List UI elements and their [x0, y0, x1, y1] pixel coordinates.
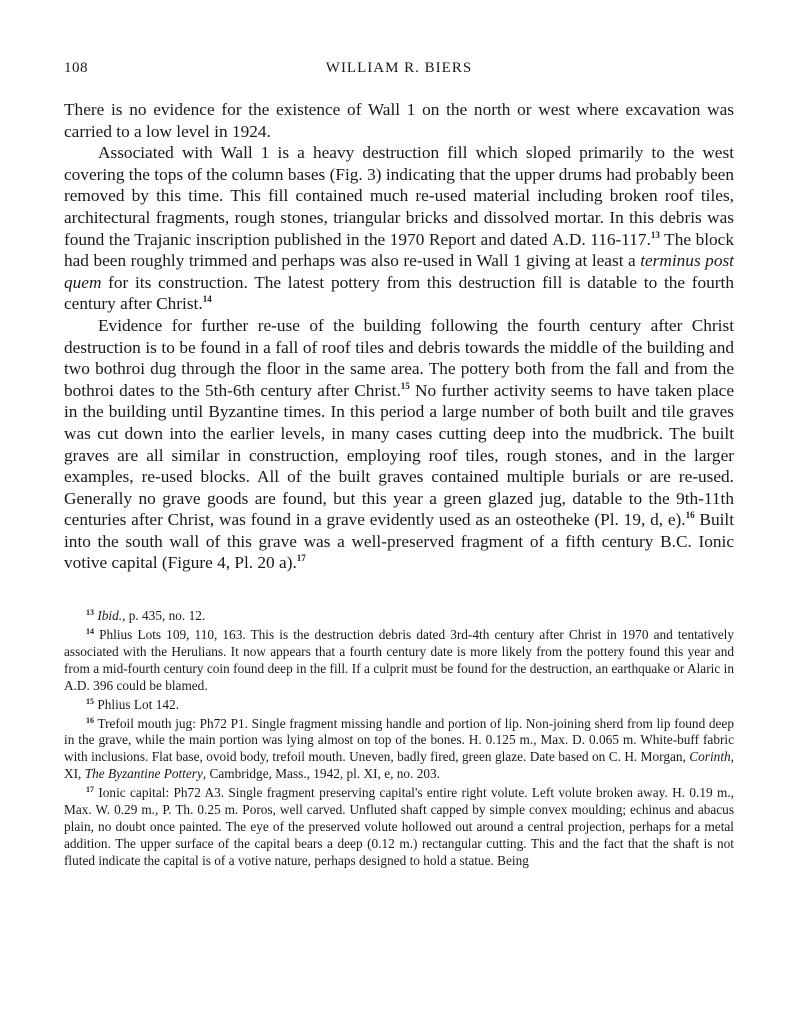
footnote-number: 16	[86, 715, 94, 725]
footnote-13	[64, 608, 734, 625]
footnote-text: Phlius Lots 109, 110, 163. This is the destruction debris dated 3rd-4th century after Christ in 1970 and tentatively associated with the Herulians. It now appears that a fourth century date is more likely from the pottery found this year and from a mid-fourth century coin found deep in the fill. If a culprit must be found for the destruction, an earthquake or Alaric in	[64, 626, 734, 676]
paragraph-3	[64, 315, 734, 574]
footnote-text: , XI,	[64, 749, 734, 782]
paragraph-3-text-b: No further activity seems to have taken place in the building until Byzantine times. In this period a large number of both built and tile graves was cut down into the earlier levels, in many cases cutting deep into the mudbrick. The built graves are all similar in construction, employing roof tiles, rough stones, and in the larger examples, re-used blocks. All of the built graves contained multiple burials or are re-used. Generally no grave goods are found, but this year a green glazed jug, datable to the 9th-11th centuries after Christ, was found in a grave evidently used as an osteotheke (Pl. 19, d, e).	[64, 380, 735, 530]
italic-term: terminus post quem	[64, 251, 734, 292]
paragraph-3-text-c: Built into the south wall of this grave was a well-preserved fragment of a fifth century	[64, 510, 734, 551]
footnote-number: 15	[86, 696, 94, 706]
footnote-17	[64, 785, 734, 870]
footnote-italic: Corinth	[689, 749, 731, 765]
footnote-number: 13	[86, 608, 94, 618]
footnote-ref-17[interactable]: 17	[296, 553, 306, 564]
footnote-italic: The Byzantine Pottery	[84, 766, 203, 782]
footnotes	[64, 608, 734, 870]
running-head-author: WILLIAM R. BIERS	[325, 60, 473, 76]
footnote-text: Trefoil mouth jug: Ph72 P1. Single fragment missing handle and portion of lip. Non-joining sherd from lip found deep in the grave, while the main portion was lying almost on top of the bones. H. 0.125 m., Max. D. 0.065 m. White-buff fabric with inclusions. Flat base, ovoid body, trefoil mouth. Uneven, badly fired, green glaze. Date based on C. H. Morgan,	[64, 715, 734, 765]
paragraph-2-text-b: 116-117.	[585, 229, 651, 249]
footnote-16	[64, 716, 734, 784]
footnote-text: Ionic capital: Ph72 A3. Single fragment preserving capital's entire right volute. Left volute broken away. H. 0.19 m., Max. W. 0.29 m., P. Th. 0.25 m. Poros, well carved. Unfluted shaft capped by simple convex moulding; echinus and abacus plain, no doubt once painted. The eye of the preserved volute hollowed out around a central projection, perhaps for a metal addition. The upper surface of the capital bears a deep (0.12 m.) rectangular cutting. This and the fact that the shaft is not fluted indicate the capital is of a votive nature, perhaps designed to hold a statue. Being	[64, 785, 735, 868]
footnote-number: 17	[86, 785, 94, 795]
footnote-ref-15[interactable]: 15	[400, 380, 410, 391]
paragraph-3-text-d: Ionic votive capital (Figure 4, Pl. 20 a).	[64, 531, 734, 573]
era-abbreviation-bc: B.C.	[660, 531, 692, 551]
paragraph-1	[64, 99, 734, 142]
paragraph-1-text: There is no evidence for the existence of Wall 1 on the north or west where excavation was carried to a low level in 1924.	[64, 100, 734, 141]
paragraph-2	[64, 142, 734, 315]
era-abbreviation: A.D.	[64, 677, 90, 693]
paragraph-2-text-c: The block had been roughly trimmed and perhaps was also re-used in Wall 1 giving at least a	[64, 229, 734, 271]
era-abbreviation: A.D.	[552, 229, 586, 249]
paragraph-3-text-a: Evidence for further re-use of the building following the fourth century after Christ destruction is to be found in a fall of roof tiles and debris towards the middle of the building and two bothroi dug through the floor in the same area. The pottery both from the fall and from the bothroi dates to the 5th-6th century after Christ.	[64, 315, 734, 400]
footnote-text: 396 could be blamed.	[89, 677, 208, 693]
body-text	[64, 99, 734, 574]
paragraph-2-text-d: for its construction. The latest pottery from this destruction fill is datable to the fourth century after Christ.	[64, 272, 734, 314]
footnote-ref-16[interactable]: 16	[685, 510, 695, 521]
footnote-text: , Cambridge, Mass., 1942, pl. XI, e, no. 203.	[202, 766, 440, 782]
running-head	[64, 60, 734, 82]
footnote-14	[64, 627, 734, 695]
footnote-text: Phlius Lot 142.	[97, 696, 179, 712]
page	[64, 60, 734, 872]
footnote-number: 14	[86, 626, 94, 636]
footnote-ref-13[interactable]: 13	[650, 229, 660, 240]
footnote-italic: Ibid.	[97, 608, 123, 624]
paragraph-2-text-a: Associated with Wall 1 is a heavy destruction fill which sloped primarily to the west covering the tops of the column bases (Fig. 3) indicating that the upper drums had probably been removed by this time. This fill contained much re-used material including broken roof tiles, architectural fragments, rough stones, triangular bricks and dissolved mortar. In this debris was found the Trajanic inscription published in the 1970 Report and dated	[64, 143, 734, 249]
page-number: 108	[64, 60, 88, 76]
footnote-15	[64, 697, 734, 714]
footnote-ref-14[interactable]: 14	[202, 294, 212, 305]
footnote-text: , p. 435, no. 12.	[122, 608, 206, 624]
